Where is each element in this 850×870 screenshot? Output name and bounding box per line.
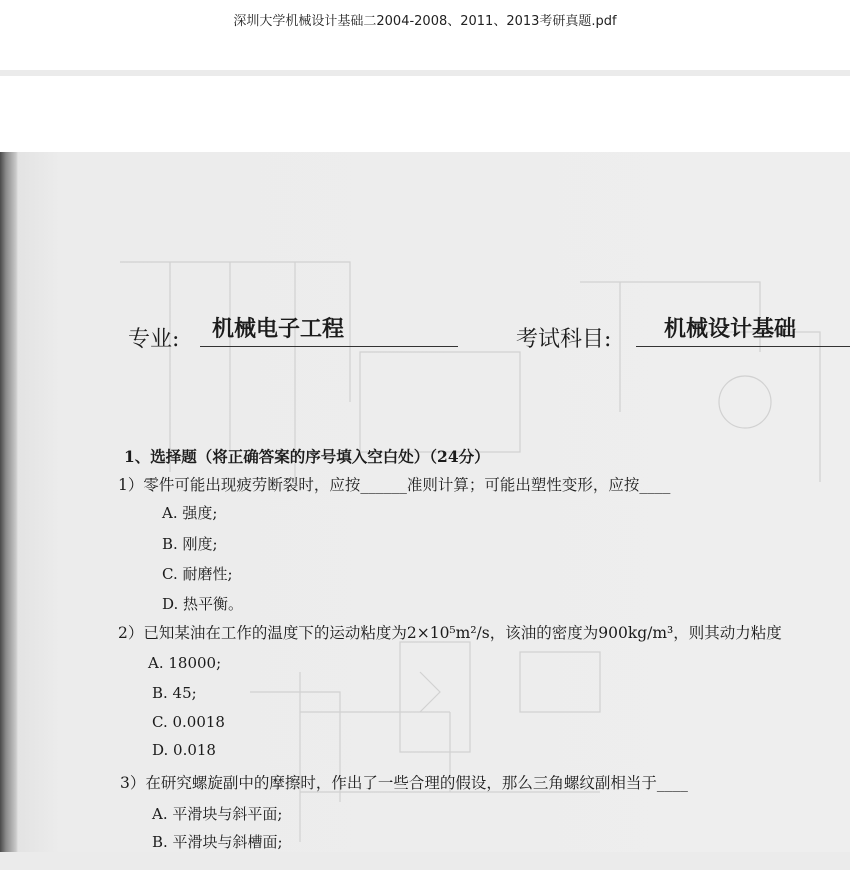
q2-option-c: C. 0.0018 xyxy=(152,713,225,731)
q2-option-d: D. 0.018 xyxy=(152,741,216,759)
question-3: 3）在研究螺旋副中的摩擦时，作出了一些合理的假设，那么三角螺纹副相当于____ xyxy=(120,774,688,792)
subject-label: 考试科目: xyxy=(516,327,612,352)
question-2: 2）已知某油在工作的温度下的运动粘度为2×10⁵m²/s，该油的密度为900kg/m³，则其动力粘度 xyxy=(118,624,782,642)
q2-option-a: A. 18000; xyxy=(148,654,222,672)
subject-underline xyxy=(636,346,850,347)
document-title: 深圳大学机械设计基础二2004-2008、2011、2013考研真题.pdf xyxy=(233,14,617,29)
q3-option-a: A. 平滑块与斜平面; xyxy=(152,805,283,823)
q1-option-b: B. 刚度; xyxy=(162,535,218,553)
section-1-heading: 1、选择题（将正确答案的序号填入空白处）（24分） xyxy=(124,447,490,466)
subject-value: 机械设计基础 xyxy=(664,317,797,342)
question-1: 1）零件可能出现疲劳断裂时，应按______准则计算；可能出塑性变形，应按____ xyxy=(118,476,671,494)
major-label: 专业: xyxy=(128,327,180,352)
major-value: 机械电子工程 xyxy=(212,317,345,342)
q1-option-c: C. 耐磨性; xyxy=(162,565,233,583)
q2-option-b: B. 45; xyxy=(152,684,197,702)
viewer-toolbar xyxy=(0,0,850,76)
scanned-page xyxy=(0,152,850,852)
q1-option-d: D. 热平衡。 xyxy=(162,595,244,613)
viewer-bottom-bar xyxy=(0,852,850,870)
bleed-through-circuit xyxy=(0,152,850,852)
major-underline xyxy=(200,346,458,347)
q3-option-b: B. 平滑块与斜槽面; xyxy=(152,833,283,851)
q1-option-a: A. 强度; xyxy=(162,504,218,522)
